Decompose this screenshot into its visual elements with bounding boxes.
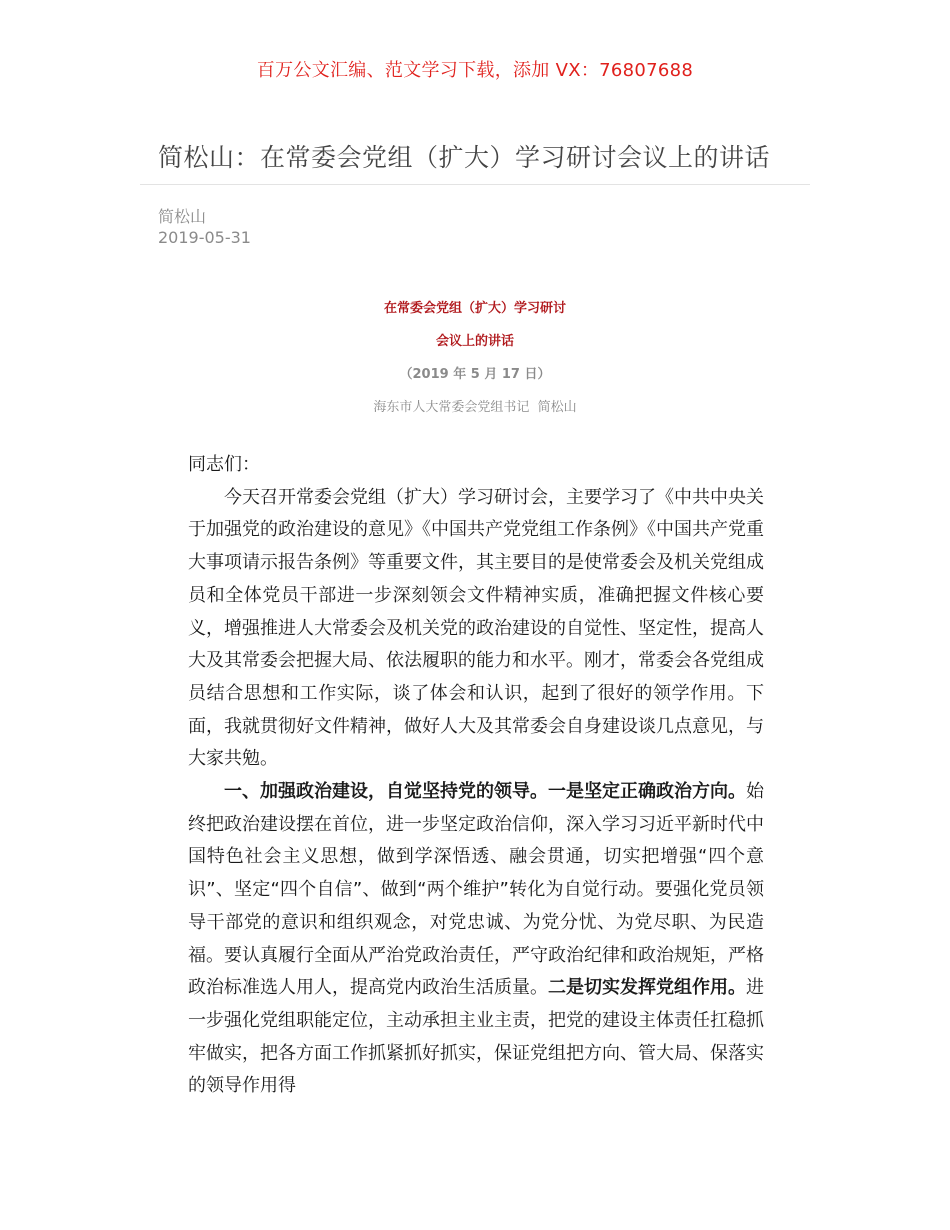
title-divider [140,184,810,185]
paragraph-section-one [188,776,764,1103]
speech-body [188,449,764,1103]
speech-date: （2019 年 5 月 17 日） [399,367,551,382]
section-heading: 一、加强政治建设，自觉坚持党的领导。一是坚定正确政治方向。 [224,781,746,803]
section-text: 始终把政治建设摆在首位，进一步坚定政治信仰，深入学习习近平新时代中国特色社会主义思想，做到学深悟透、融会贯通，切实把增强“四个意识”、坚定“四个自信”、做到“两个维护”转化为自觉行动。要强化党员领导干部党的意识和组织观念，对党忠诚、为党分忧、为党尽职、为民造福。要认真履行全面从严治党政治责任，严守政治纪律和政治规矩，严格政治标准选人用人，提高党内政治生活质量。 [188,781,764,999]
speech-title-line1: 在常委会党组（扩大）学习研讨 [383,301,566,316]
speech-title-line2: 会议上的讲话 [435,334,514,349]
salutation: 同志们： [188,454,260,475]
article-date: 2019-05-31 [158,228,251,247]
promo-banner: 百万公文汇编、范文学习下载，添加 VX：76807688 [256,60,694,81]
subsection-text: 进一步强化党组职能定位，主动承担主业主责，把党的建设主体责任扛稳抓牢做实，把各方面工作抓紧抓好抓实，保证党组把方向、管大局、保落实的领导作用得 [188,977,764,1097]
article-title: 简松山：在常委会党组（扩大）学习研讨会议上的讲话 [158,143,771,172]
speech-speaker: 海东市人大常委会党组书记 简松山 [373,400,577,415]
article-author: 简松山 [158,207,207,226]
subsection-heading: 二是切实发挥党组作用。 [548,977,746,999]
paragraph-intro: 今天召开常委会党组（扩大）学习研讨会，主要学习了《中共中央关于加强党的政治建设的意见》《中国共产党党组工作条例》《中国共产党重大事项请示报告条例》等重要文件，其主要目的是使常委会及机关党组成员和全体党员干部进一步深刻领会文件精神实质，准确把握文件核心要义，增强推进人大常委会及机关党的政治建设的自觉性、坚定性，提高人大及其常委会把握大局、依法履职的能力和水平。刚才，常委会各党组成员结合思想和工作实际，谈了体会和认识，起到了很好的领学作用。下面，我就贯彻好文件精神，做好人大及其常委会自身建设谈几点意见，与大家共勉。 [188,486,764,770]
